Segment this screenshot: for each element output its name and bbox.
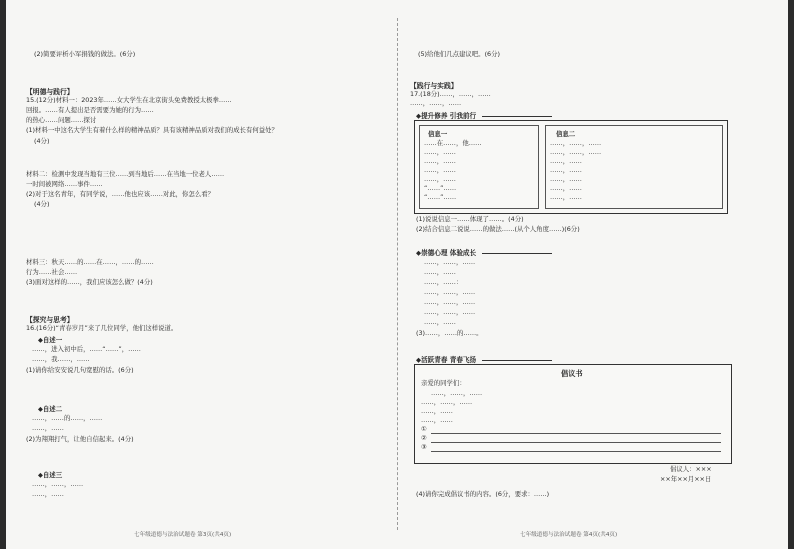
question-text: (5)给他们几点建议吧。(6分) xyxy=(418,50,501,58)
question-text: 行为……社会…… xyxy=(26,268,78,276)
question-text: ……，……，…… xyxy=(424,308,476,316)
score: (4分) xyxy=(34,200,50,208)
section-heading: 【明德与践行】 xyxy=(26,88,74,96)
question-text: (1)说说信息一……体现了……。(4分) xyxy=(416,215,524,223)
right-page xyxy=(410,0,782,549)
question-text: 材料三：秋天……的……在……，……的…… xyxy=(26,258,154,266)
letter-title: 倡议书 xyxy=(561,369,583,378)
question-text: (2)简要评析小军捐钱的做法。(6分) xyxy=(34,50,136,58)
blank-item-2: ② xyxy=(421,434,427,442)
panel-line: ……，…… xyxy=(550,184,582,192)
info-box xyxy=(414,120,728,214)
panel-line: ……，…… xyxy=(424,157,456,165)
question-text: (2)对于这名青年，有同学说，……他也应该……对此，你怎么看？ xyxy=(26,190,214,198)
question-text: (3)……，……的……。 xyxy=(416,329,483,337)
question-text: ……，……，…… xyxy=(424,258,476,266)
panel-line: ……在……，他…… xyxy=(424,139,482,147)
question-text: ……，……，…… xyxy=(410,99,462,107)
letter-line: ……，……，…… xyxy=(431,389,483,397)
subheading: ◆自述三 xyxy=(38,471,63,479)
answer-line[interactable] xyxy=(431,433,721,434)
question-text: (2)为翔翔打气，让他自信起来。(4分) xyxy=(26,435,134,443)
banner-heading: ◆提升修养 引我前行 xyxy=(416,110,552,120)
answer-line[interactable] xyxy=(431,451,721,452)
letter-line: ……，…… xyxy=(421,407,453,415)
question-text: ……，…… xyxy=(32,490,64,498)
page-footer: 七年级道德与法治试题卷 第3页(共4页) xyxy=(134,532,232,538)
question-text: ……，……： xyxy=(424,278,463,286)
blank-item-1: ① xyxy=(421,425,427,433)
banner-heading: ◆活跃青春 青春飞扬 xyxy=(416,354,552,364)
panel-title: 信息一 xyxy=(428,130,448,138)
question-text: (2)结合信息二说说……的做法……(从个人角度……)(6分) xyxy=(416,225,580,233)
letter-line: ……，…… xyxy=(421,416,453,424)
subheading: ◆自述一 xyxy=(38,336,63,344)
panel-line: ……，…… xyxy=(550,166,582,174)
left-page xyxy=(14,0,386,549)
question-text: 的热心……问题……探讨 xyxy=(26,116,97,124)
question-text: ……，我……，…… xyxy=(32,355,90,363)
answer-line[interactable] xyxy=(431,442,721,443)
question-text: ……，…… xyxy=(32,424,64,432)
question-text: 回报。……有人提出是否需要为她的行为…… xyxy=(26,106,154,114)
question-text: 一时间被网络……事件…… xyxy=(26,180,103,188)
subheading: ◆自述二 xyxy=(38,405,63,413)
question-text: ……，…… xyxy=(424,318,456,326)
question-text: 15.(12分)材料一：2023年……女大学生在北京街头免费教授太极拳…… xyxy=(26,96,232,104)
score: (4分) xyxy=(34,137,50,145)
panel-line: “……”…… xyxy=(424,193,457,201)
panel-line: “……”…… xyxy=(424,184,457,192)
question-text: 17.(18分)……，……，…… xyxy=(410,90,491,98)
page-footer: 七年级道德与法治试题卷 第4页(共4页) xyxy=(520,532,618,538)
question-text: (1)材料一中这名大学生有着什么样的精神品质？具有该精神品质对我们的成长有何益处？ xyxy=(26,126,278,134)
panel-line: ……，……，…… xyxy=(550,139,602,147)
question-text: 材料二：检测中发现当地有三位……到当地后……在当地一位老人…… xyxy=(26,170,225,178)
panel-line: ……，…… xyxy=(424,148,456,156)
question-text: ……，进入初中后，……“……”，…… xyxy=(32,345,141,353)
question-text: ……，…… xyxy=(424,268,456,276)
panel-line: ……，……，…… xyxy=(550,148,602,156)
blank-item-3: ③ xyxy=(421,443,427,451)
info-panel-1 xyxy=(419,125,539,209)
scan-edge-right xyxy=(788,0,794,549)
panel-line: ……，…… xyxy=(550,157,582,165)
question-text: ……，……，…… xyxy=(32,480,84,488)
section-heading: 【践行与实践】 xyxy=(410,82,458,90)
section-heading: 【探究与思考】 xyxy=(26,316,74,324)
question-text: ……，……的……，…… xyxy=(32,414,103,422)
question-text: ……，……，…… xyxy=(424,298,476,306)
letter-line: ……，……，…… xyxy=(421,398,473,406)
panel-line: ……，…… xyxy=(424,175,456,183)
panel-line: ……，…… xyxy=(424,166,456,174)
question-text: ……，……，…… xyxy=(424,288,476,296)
question-text: (1)请你给安安说几句宽慰的话。(6分) xyxy=(26,366,134,374)
panel-title: 信息二 xyxy=(556,130,576,138)
proposal-letter xyxy=(414,364,732,464)
panel-line: ……，…… xyxy=(550,175,582,183)
page-divider xyxy=(397,18,398,530)
question-text: (3)面对这样的……，我们应该怎么做？(4分) xyxy=(26,278,153,286)
letter-signature: 倡议人：××× xyxy=(670,465,712,473)
panel-line: ……，…… xyxy=(550,193,582,201)
info-panel-2 xyxy=(545,125,723,209)
scan-edge-left xyxy=(0,0,6,549)
question-text: (4)请你完成倡议书的内容。(6分，要求：……) xyxy=(416,490,550,498)
banner-heading: ◆崇德心理 体验成长 xyxy=(416,247,552,257)
letter-date: ××年××月××日 xyxy=(660,475,712,483)
letter-greeting: 亲爱的同学们： xyxy=(421,379,466,387)
question-text: 16.(16分)“青春岁月”来了几位同学，他们这样说道。 xyxy=(26,324,178,332)
